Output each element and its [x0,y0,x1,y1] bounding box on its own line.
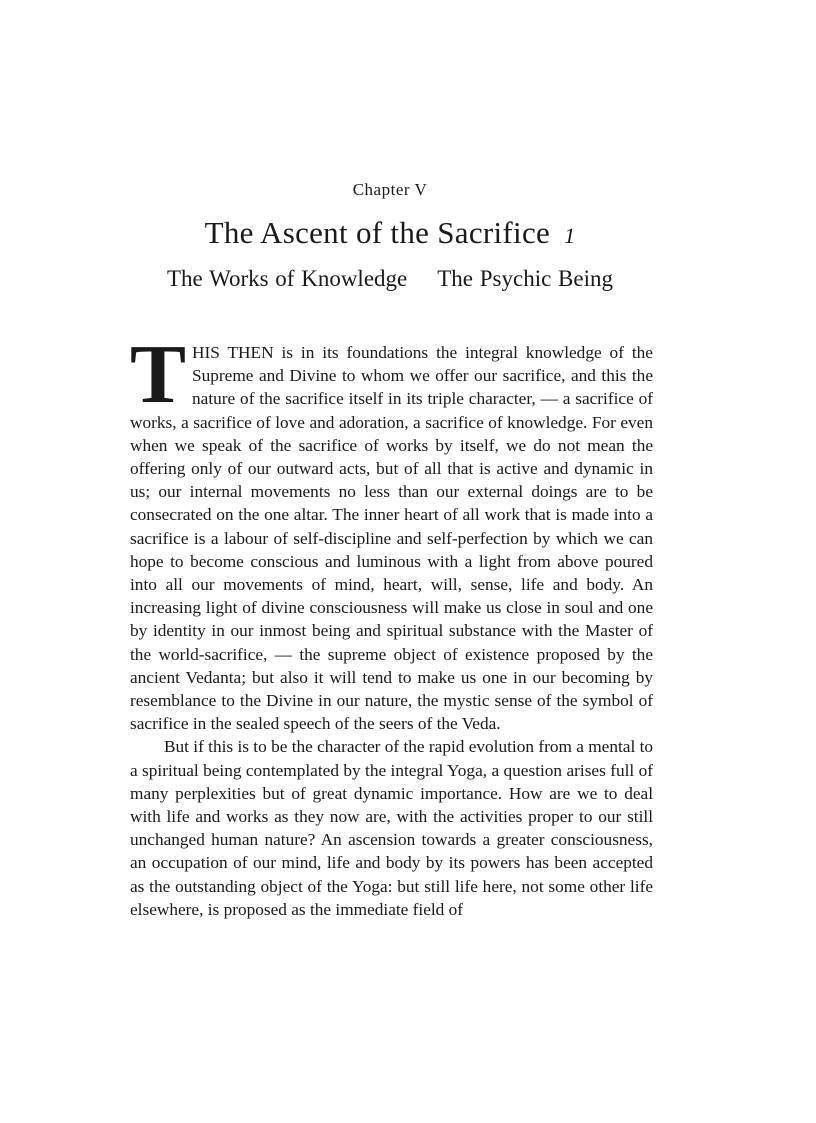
chapter-title-text: The Ascent of the Sacrifice [204,215,551,250]
paragraph-2: But if this is to be the character of the rapid evolution from a mental to a spiritual being contemplated by the integral Yoga, a question arises full of many perplexities but of great dynamic importance. How are we to deal with life and works as they now are, with the activities proper to our still unchanged human nature? An ascension towards a greater consciousness, an occupation of our mind, life and body by its powers has been accepted as the outstanding object of the Yoga: but still life here, not some other life elsewhere, is proposed as the immediate field of [130,737,654,919]
subtitle-left: The Works of Knowledge [166,266,408,291]
paragraph-1 [130,328,653,735]
footnote-marker: 1 [564,223,576,248]
chapter-title [0,215,780,251]
paragraph-1-text: is in its foundations the integral knowledge of the Supreme and Divine to whom we offer our sacrifice, and this the nature of the sacrifice itself in its triple character, — a sacrifice of works, a sacrifice of love and adoration, a sacrifice of knowledge. For even when we speak of the sacrifice of works by itself, we do not mean the offering only of our outward acts, but of all that is active and dynamic in us; our internal movements no less than our external doings are to be consecrated on the one altar. The inner heart of all work that is made into a sacrifice is a labour of self-discipline and self-perfection by which we can hope to become conscious and luminous with a light from above poured into all our movements of mind, heart, will, sense, life and body. An increasing light of divine consciousness will make us close in soul and one by identity in our inmost being and spiritual substance with the Master of the world-sacrifice, — the supreme object of existence proposed by the ancient Vedanta; but also it will tend to make us one in our becoming by resemblance to the Divine in our nature, the mystic sense of the symbol of sacrifice in the sealed speech of the seers of the Veda. [130,343,653,734]
chapter-label: Chapter V [352,180,428,199]
lead-words: HIS THEN [192,343,274,362]
drop-cap: T [130,328,187,421]
chapter-subtitle [0,266,780,292]
body-text [130,328,654,921]
subtitle-right: The Psychic Being [437,266,613,291]
